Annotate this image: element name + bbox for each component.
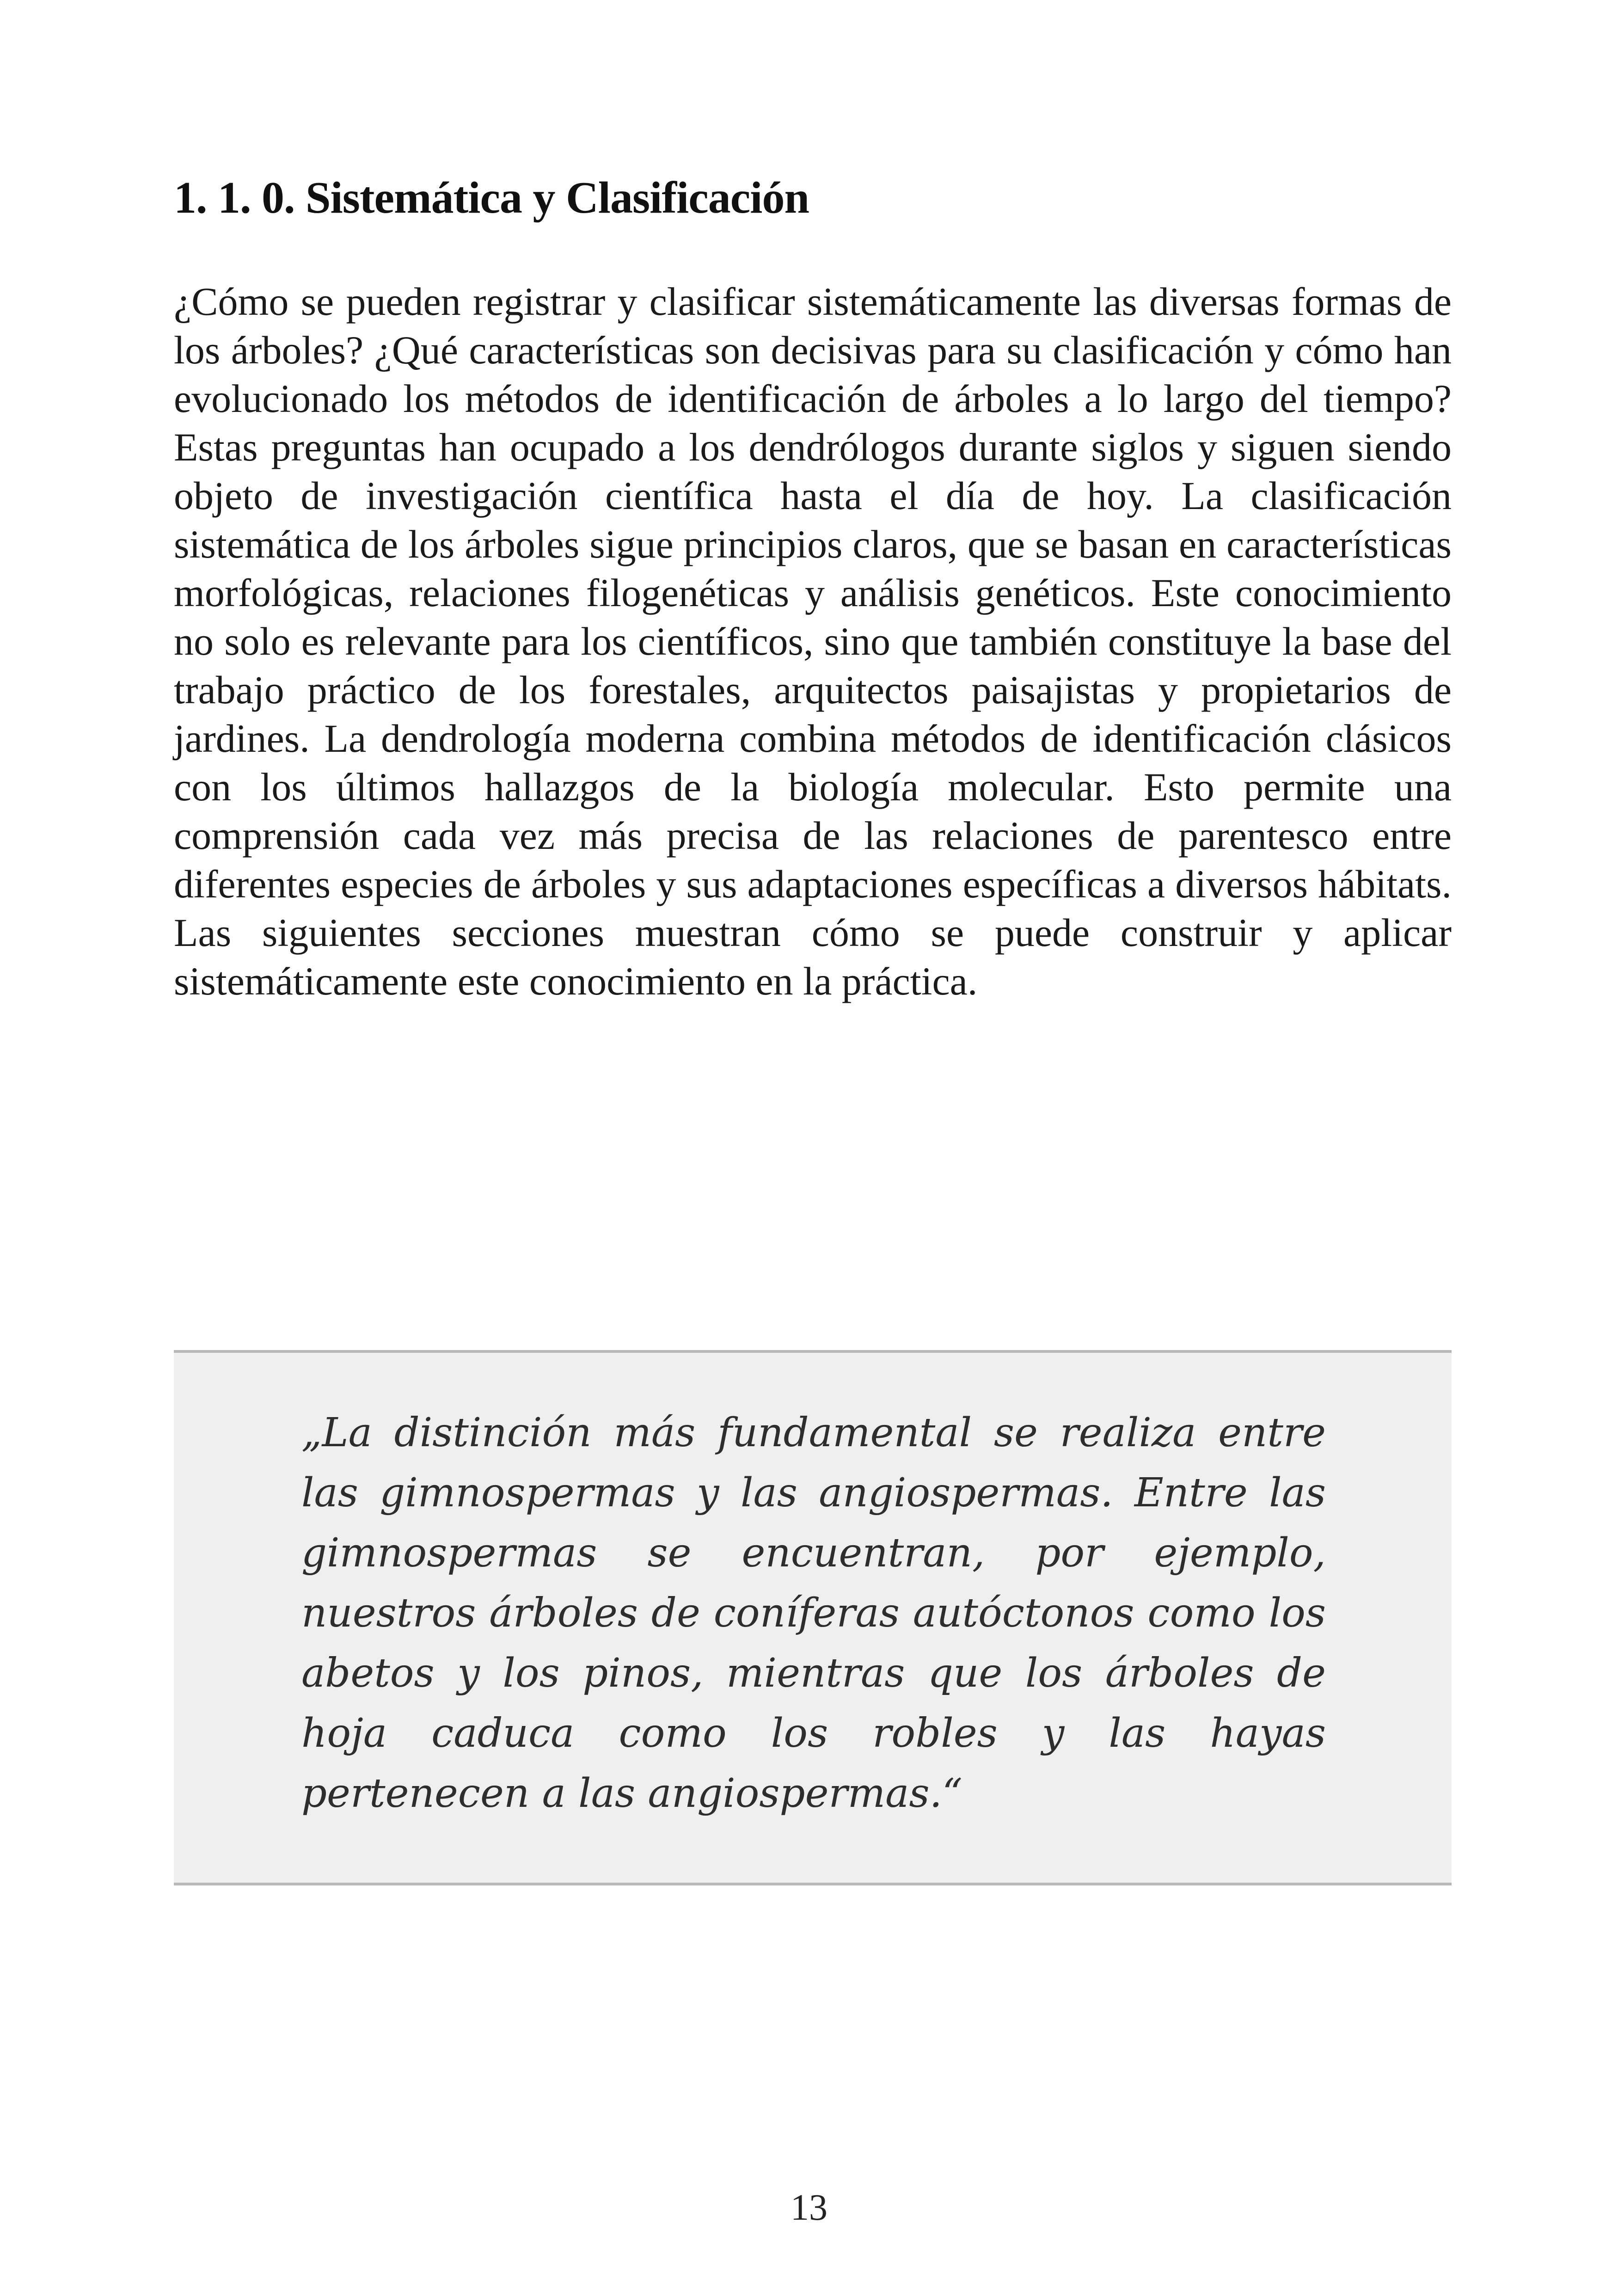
page-number: 13 <box>791 2187 827 2228</box>
body-paragraph: ¿Cómo se pueden registrar y clasificar sistemáticamente las diversas formas de los árboles? ¿Qué características son decisivas para su clasificación y cómo han evolucionado los métodos de identificación de árboles a lo largo del tiempo? Estas preguntas han ocupado a los dendrólogos durante siglos y siguen siendo objeto de investigación científica hasta el día de hoy. La clasificación sistemática de los árboles sigue principios claros, que se basan en características morfológicas, relaciones filogenéticas y análisis genéticos. Este conocimiento no solo es relevante para los científicos, sino que también constituye la base del trabajo práctico de los forestales, arquitectos paisajistas y propietarios de jardines. La dendrología moderna combina métodos de identificación clásicos con los últimos hallazgos de la biología molecular. Esto permite una comprensión cada vez más precisa de las relaciones de parentesco entre diferentes especies de árboles y sus adaptaciones específicas a diversos hábitats. Las siguientes secciones muestran cómo se puede construir y aplicar sistemáticamente este conocimiento en la práctica. <box>174 279 1452 1003</box>
quote-text: „La distinción más fundamental se realiza entre las gimnospermas y las angiospermas. Entre las gimnospermas se encuentran, por ejemplo, nuestros árboles de coníferas autóctonos como los abetos y los pinos, mientras que los árboles de hoja caduca como los robles y las hayas pertenecen a las angiospermas.“ <box>301 1410 1326 1817</box>
section-heading: 1. 1. 0. Sistemática y Clasificación <box>174 173 809 223</box>
quote-box <box>174 1350 1452 1885</box>
